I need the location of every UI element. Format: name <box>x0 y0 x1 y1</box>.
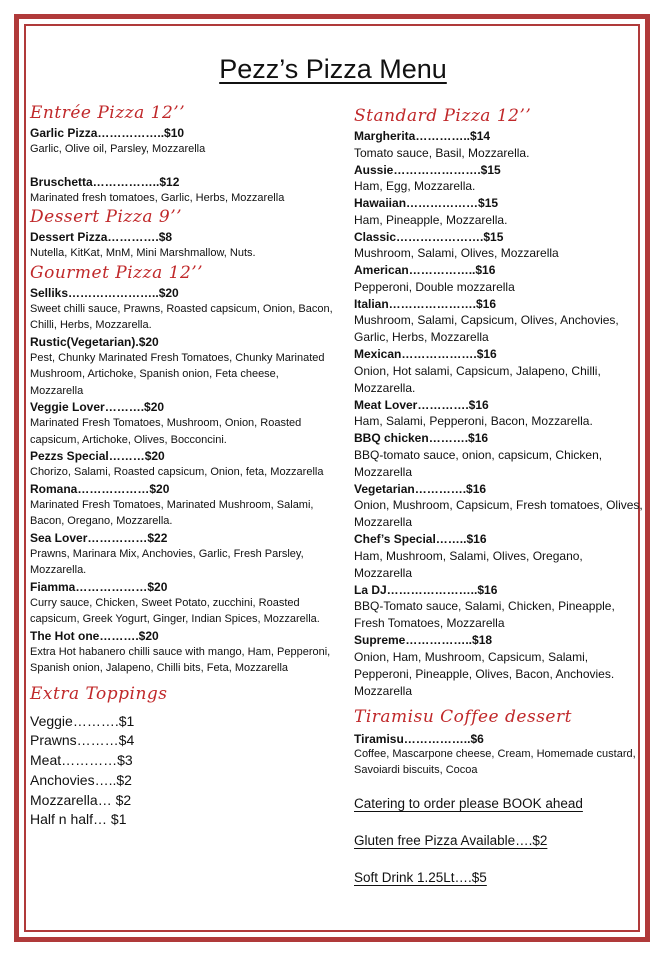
item-name: Dessert Pizza………….$8 <box>30 230 173 244</box>
section-heading-tiramisu: Tiramisu Coffee dessert <box>354 706 572 727</box>
menu-item <box>30 285 335 334</box>
item-name: Hawaiian………………$15 <box>354 196 499 210</box>
item-name: American……………..$16 <box>354 263 496 277</box>
item-name: Selliks…………………..$20 <box>30 285 179 300</box>
item-name: Romana………………$20 <box>30 481 170 496</box>
item-desc: Tomato sauce, Basil, Mozzarella. <box>354 145 530 160</box>
item-desc: BBQ-tomato sauce, onion, capsicum, Chicken, Mozzarella <box>354 447 603 479</box>
item-name: Margherita…………..$14 <box>354 129 491 143</box>
menu-title: Pezz’s Pizza Menu <box>219 54 447 84</box>
item-name: Aussie………………….$15 <box>354 162 501 177</box>
topping-item: Mozzarella… $2 <box>30 791 132 808</box>
menu-item <box>30 125 335 158</box>
menu-item <box>354 296 644 347</box>
menu-item <box>354 162 644 196</box>
item-desc: Marinated Fresh Tomatoes, Marinated Mushroom, Salami, Bacon, Oregano, Mozzarella. <box>30 498 314 527</box>
item-desc: Ham, Mushroom, Salami, Olives, Oregano, Mozzarella <box>354 548 583 580</box>
note-catering: Catering to order please BOOK ahead <box>354 796 583 811</box>
topping-item: Prawns………$4 <box>30 732 135 749</box>
note-gluten-free: Gluten free Pizza Available….$2 <box>354 833 548 848</box>
item-name: Pezzs Special………$20 <box>30 449 165 463</box>
item-desc: Mushroom, Salami, Olives, Mozzarella <box>354 246 559 260</box>
menu-item <box>354 481 644 532</box>
item-desc: Onion, Hot salami, Capsicum, Jalapeno, Chilli, Mozzarella. <box>354 363 601 395</box>
item-name: Mexican……………….$16 <box>354 347 497 361</box>
menu-item <box>30 229 335 262</box>
item-name: The Hot one……….$20 <box>30 628 159 643</box>
topping-item: Veggie……….$1 <box>30 712 135 729</box>
item-desc: Chorizo, Salami, Roasted capsicum, Onion, feta, Mozzarella <box>30 466 324 478</box>
note-soft-drink: Soft Drink 1.25Lt….$5 <box>354 870 487 885</box>
menu-item <box>30 481 335 530</box>
section-heading-entree: Entrée Pizza 12’’ <box>30 103 186 123</box>
item-desc: Pepperoni, Double mozzarella <box>354 279 515 294</box>
item-desc: Pest, Chunky Marinated Fresh Tomatoes, Chunky Marinated Mushroom, Artichoke, Spanish onion, Feta cheese, Mozzarella <box>30 351 325 397</box>
item-name: Veggie Lover……….$20 <box>30 400 165 414</box>
item-desc: Coffee, Mascarpone cheese, Cream, Homemade custard, Savoiardi biscuits, Cocoa <box>354 748 636 776</box>
item-name: Tiramisu……………..$6 <box>354 731 484 746</box>
item-name: Italian………………….$16 <box>354 296 497 311</box>
item-desc: Marinated fresh tomatoes, Garlic, Herbs, Mozzarella <box>30 191 285 204</box>
item-desc: Ham, Pineapple, Mozzarella. <box>354 212 508 227</box>
section-heading-dessert: Dessert Pizza 9’’ <box>30 207 183 227</box>
item-name: Meat Lover………….$16 <box>354 397 489 412</box>
item-name: Chef’s Special……..$16 <box>354 532 487 546</box>
item-desc: Ham, Egg, Mozzarella. <box>354 179 476 193</box>
menu-item <box>354 632 644 700</box>
section-heading-toppings: Extra Toppings <box>30 683 168 704</box>
item-desc: Onion, Ham, Mushroom, Capsicum, Salami, Pepperoni, Pineapple, Olives, Bacon, Anchovies. Mozzarella <box>354 649 615 698</box>
menu-item <box>354 229 644 263</box>
menu-item <box>30 174 335 207</box>
right-column <box>354 105 644 885</box>
item-desc: BBQ-Tomato sauce, Salami, Chicken, Pineapple, Fresh Tomatoes, Mozzarella <box>354 599 615 630</box>
menu-item <box>30 399 335 448</box>
item-desc: Prawns, Marinara Mix, Anchovies, Garlic, Fresh Parsley, Mozzarella. <box>30 547 304 576</box>
item-desc: Curry sauce, Chicken, Sweet Potato, zucchini, Roasted capsicum, Greek Yogurt, Ginger, Indian Spices, Mozzarella. <box>30 596 320 625</box>
item-desc: Ham, Salami, Pepperoni, Bacon, Mozzarella. <box>354 414 593 428</box>
topping-item: Half n half… $1 <box>30 811 127 828</box>
topping-item: Anchovies…..$2 <box>30 771 132 788</box>
menu-item <box>30 448 335 481</box>
item-name: BBQ chicken……….$16 <box>354 431 489 445</box>
item-name: Supreme……………..$18 <box>354 633 493 647</box>
item-name: Sea Lover……………$22 <box>30 530 168 545</box>
menu-item <box>354 346 644 397</box>
item-name: Classic………………….$15 <box>354 229 504 244</box>
menu-item <box>30 579 335 628</box>
section-heading-standard: Standard Pizza 12’’ <box>354 106 532 126</box>
item-desc: Marinated Fresh Tomatoes, Mushroom, Onion, Roasted capsicum, Artichoke, Olives, Bocconcini. <box>30 417 302 446</box>
menu-item <box>30 334 335 400</box>
section-heading-gourmet: Gourmet Pizza 12’’ <box>30 262 204 283</box>
menu-item <box>354 531 644 582</box>
item-desc: Nutella, KitKat, MnM, Mini Marshmallow, Nuts. <box>30 247 256 259</box>
menu-item <box>354 128 644 162</box>
menu-item <box>354 430 644 481</box>
menu-item <box>354 262 644 296</box>
item-name: Fiamma………………$20 <box>30 579 168 594</box>
item-name: Vegetarian………….$16 <box>354 481 487 496</box>
item-name: Garlic Pizza……………..$10 <box>30 126 185 140</box>
item-desc: Garlic, Olive oil, Parsley, Mozzarella <box>30 143 206 155</box>
item-desc: Mushroom, Salami, Capsicum, Olives, Anchovies, Garlic, Herbs, Mozzarella <box>354 313 619 344</box>
menu-item <box>354 195 644 229</box>
item-desc: Extra Hot habanero chilli sauce with mango, Ham, Pepperoni, Spanish onion, Jalapeno, Chilli bits, Feta, Mozzarella <box>30 645 331 674</box>
item-name: La DJ…………………..$16 <box>354 582 498 597</box>
menu-item <box>30 628 335 677</box>
left-column <box>30 102 335 830</box>
topping-item: Meat…………$3 <box>30 752 133 769</box>
item-desc: Sweet chilli sauce, Prawns, Roasted capsicum, Onion, Bacon, Chilli, Herbs, Mozzarella. <box>30 302 333 331</box>
menu-item <box>354 582 644 633</box>
item-desc: Onion, Mushroom, Capsicum, Fresh tomatoes, Olives, Mozzarella <box>354 498 643 529</box>
item-name: Rustic(Vegetarian).$20 <box>30 334 159 349</box>
menu-item <box>30 530 335 579</box>
menu-item <box>354 397 644 431</box>
item-name: Bruschetta……………..$12 <box>30 174 180 189</box>
